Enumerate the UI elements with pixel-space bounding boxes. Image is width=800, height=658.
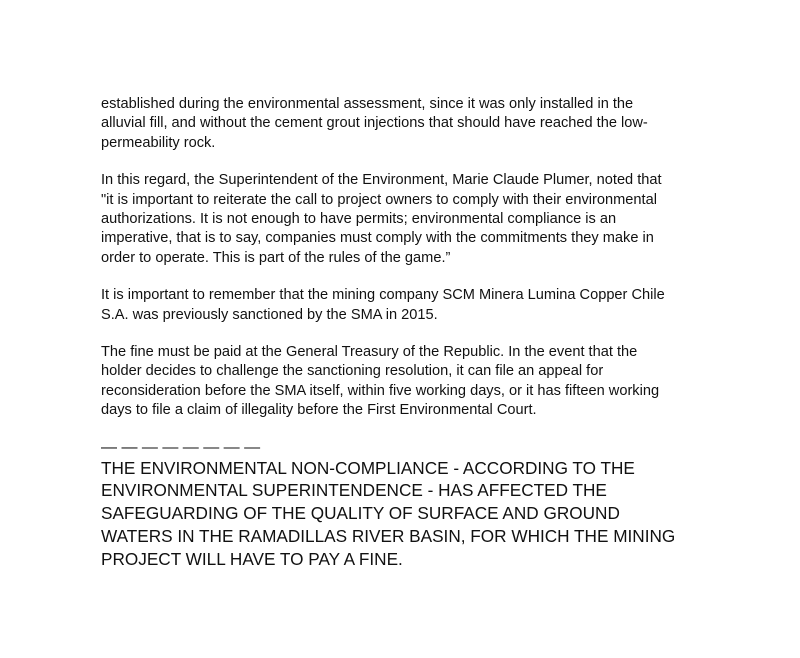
paragraph-superintendent-quote: In this regard, the Superintendent of the Environment, Marie Claude Plumer, noted that "it is important to reiterate the call to project owners to comply with their environmental authorizations. It is not enough to have permits; environmental compliance is an imperative, that is to say, companies must comply with the commitments they make in order to operate. This is part of the rules of the game.” bbox=[101, 172, 662, 266]
section-divider: — — — — — — — — bbox=[101, 438, 261, 456]
headline-summary: THE ENVIRONMENTAL NON-COMPLIANCE - ACCORDING TO THE ENVIRONMENTAL SUPERINTENDENCE - HAS AFFECTED THE SAFEGUARDING OF THE QUALITY OF SURFACE AND GROUND WATERS IN THE RAMADILLAS RIVER BASIN, FOR WHICH THE MINING PROJECT WILL HAVE TO PAY A FINE. bbox=[101, 457, 676, 569]
document-page bbox=[101, 95, 701, 571]
paragraph-previous-sanction: It is important to remember that the mining company SCM Minera Lumina Copper Chile S.A. was previously sanctioned by the SMA in 2015. bbox=[101, 287, 665, 323]
paragraph-fine-payment: The fine must be paid at the General Treasury of the Republic. In the event that the holder decides to challenge the sanctioning resolution, it can file an appeal for reconsideration before the SMA itself, within five working days, or it has fifteen working days to file a claim of illegality before the First Environmental Court. bbox=[101, 344, 660, 419]
paragraph-assessment: established during the environmental assessment, since it was only installed in the alluvial fill, and without the cement grout injections that should have reached the low- permeability rock. bbox=[101, 96, 648, 151]
